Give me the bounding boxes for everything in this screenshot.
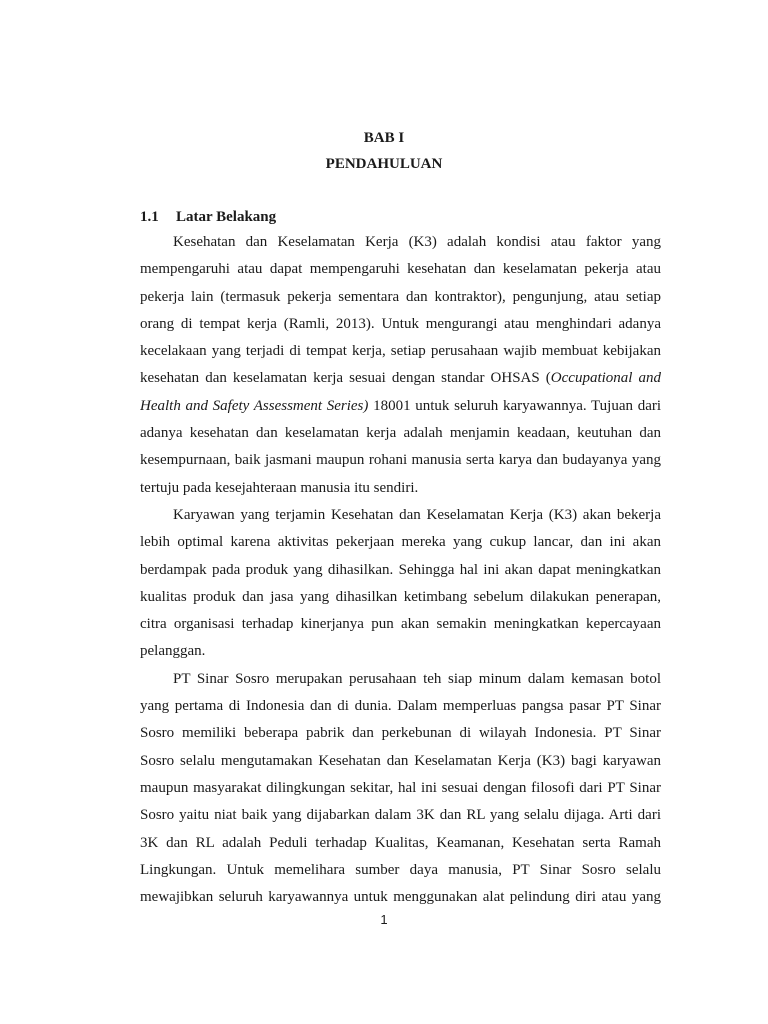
- text-line: PT Sinar Sosro merupakan perusahaan teh siap minum dalam kemasan botol: [173, 670, 661, 687]
- text-line: berdampak pada produk yang dihasilkan. Sehingga hal ini akan dapat meningkatkan: [140, 561, 661, 578]
- text-line: pekerja lain (termasuk pekerja sementara dan kontraktor), pengunjung, atau setiap: [140, 288, 661, 305]
- paragraph-2: [140, 502, 661, 666]
- text-line: maupun masyarakat dilingkungan sekitar, hal ini sesuai dengan filosofi dari PT Sinar: [140, 779, 661, 796]
- paragraph-1: [140, 229, 661, 502]
- text-line: [140, 365, 661, 392]
- text-line: yang pertama di Indonesia dan di dunia. Dalam memperluas pangsa pasar PT Sinar: [140, 698, 661, 715]
- text-line: [140, 393, 661, 420]
- text-line: Sosro selalu mengutamakan Kesehatan dan Keselamatan Kerja (K3) bagi karyawan: [140, 752, 661, 769]
- text-line: kualitas produk dan jasa yang dihasilkan ketimbang sebelum dilakukan penerapan,: [140, 588, 661, 605]
- text-segment: kesehatan dan keselamatan kerja sesuai dengan standar OHSAS (: [140, 370, 551, 387]
- text-line: Kesehatan dan Keselamatan Kerja (K3) adalah kondisi atau faktor yang: [173, 234, 661, 250]
- text-line: 3K dan RL adalah Peduli terhadap Kualitas, Keamanan, Kesehatan serta Ramah: [140, 834, 661, 851]
- text-line: kecelakaan yang terjadi di tempat kerja, setiap perusahaan wajib membuat kebijakan: [140, 343, 661, 360]
- text-line: mempengaruhi atau dapat mempengaruhi kesehatan dan keselamatan pekerja atau: [140, 261, 661, 278]
- italic-term: Health and Safety Assessment Series): [140, 397, 369, 414]
- italic-term: Occupational and: [550, 370, 661, 387]
- body-text: [140, 229, 661, 911]
- text-line: Karyawan yang terjamin Kesehatan dan Keselamatan Kerja (K3) akan bekerja: [173, 506, 661, 523]
- chapter-number: BAB I: [363, 130, 405, 146]
- section-number: 1.1: [140, 209, 159, 225]
- paragraph-3: [140, 666, 661, 912]
- text-segment: 18001 untuk seluruh karyawannya. Tujuan dari: [368, 397, 661, 414]
- text-line: Sosro memiliki beberapa pabrik dan perkebunan di wilayah Indonesia. PT Sinar: [140, 725, 661, 742]
- text-line: lebih optimal karena aktivitas pekerjaan mereka yang cukup lancar, dan ini akan: [140, 534, 661, 551]
- text-line: Sosro yaitu niat baik yang dijabarkan dalam 3K dan RL yang selalu dijaga. Arti dari: [140, 807, 661, 824]
- text-line: tertuju pada kesejahteraan manusia itu sendiri.: [140, 479, 419, 496]
- page-number: 1: [380, 912, 388, 927]
- text-line: citra organisasi terhadap kinerjanya pun akan semakin meningkatkan kepercayaan: [140, 616, 661, 633]
- text-line: kesempurnaan, baik jasmani maupun rohani manusia serta karya dan budayanya yang: [140, 452, 661, 469]
- text-line: pelanggan.: [140, 643, 206, 660]
- chapter-title: PENDAHULUAN: [325, 156, 443, 172]
- section-title: Latar Belakang: [176, 209, 277, 225]
- text-line: orang di tempat kerja (Ramli, 2013). Untuk mengurangi atau menghindari adanya: [140, 315, 661, 332]
- section-heading: [140, 207, 276, 227]
- text-line: Lingkungan. Untuk memelihara sumber daya manusia, PT Sinar Sosro selalu: [140, 861, 661, 878]
- text-line: adanya kesehatan dan keselamatan kerja adalah menjamin keadaan, keutuhan dan: [140, 425, 661, 442]
- text-line: mewajibkan seluruh karyawannya untuk menggunakan alat pelindung diri atau yang: [140, 889, 661, 906]
